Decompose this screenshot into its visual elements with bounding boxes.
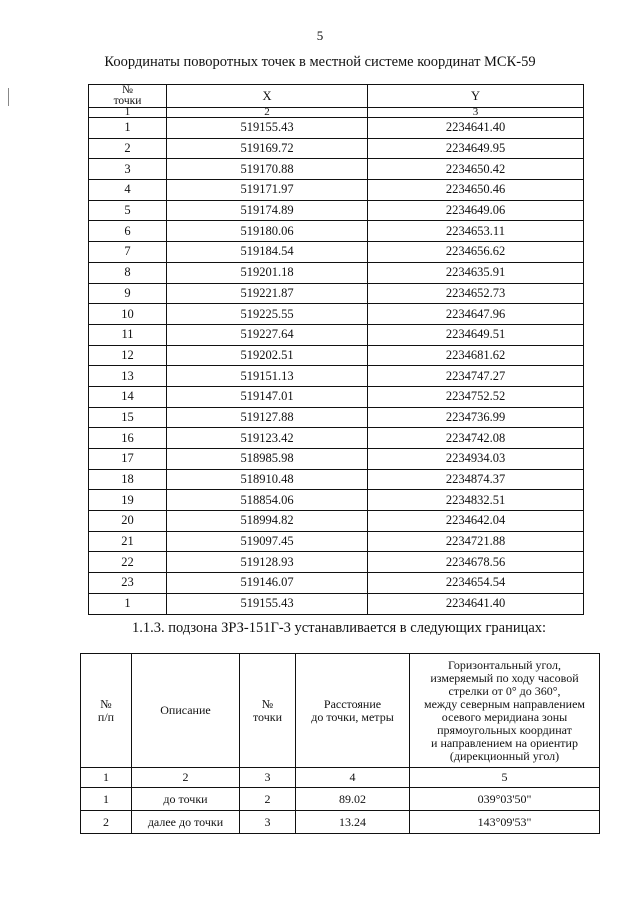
- point-number-cell: 13: [89, 366, 167, 387]
- x-coordinate-cell: 519202.51: [167, 345, 368, 366]
- x-coordinate-cell: 519127.88: [167, 407, 368, 428]
- x-coordinate-cell: 519170.88: [167, 159, 368, 180]
- x-coordinate-cell: 518994.82: [167, 511, 368, 532]
- point-number-cell: 8: [89, 262, 167, 283]
- y-coordinate-cell: 2234650.46: [368, 180, 584, 201]
- table-row: [89, 200, 584, 221]
- point-number-cell: 7: [89, 242, 167, 263]
- x-coordinate-cell: 518854.06: [167, 490, 368, 511]
- x-coordinate-cell: 519128.93: [167, 552, 368, 573]
- column-index-row: [89, 108, 584, 118]
- table-row: [89, 386, 584, 407]
- table-row: [89, 345, 584, 366]
- x-coordinate-cell: 519155.43: [167, 118, 368, 139]
- table-row: [81, 811, 600, 834]
- y-coordinate-cell: 2234747.27: [368, 366, 584, 387]
- table-row: [89, 407, 584, 428]
- coordinates-table: [88, 84, 584, 615]
- point-number-cell: 18: [89, 469, 167, 490]
- y-coordinate-cell: 2234650.42: [368, 159, 584, 180]
- column-index-cell: 3: [240, 768, 296, 788]
- point-number-cell: 20: [89, 511, 167, 532]
- point-number-cell: 12: [89, 345, 167, 366]
- y-coordinate-cell: 2234647.96: [368, 304, 584, 325]
- point-number-cell: 1: [89, 593, 167, 614]
- table-row: [89, 469, 584, 490]
- column-index-cell: 2: [132, 768, 240, 788]
- point-number-cell: 16: [89, 428, 167, 449]
- table-row: [89, 428, 584, 449]
- header-y: Y: [368, 85, 584, 108]
- table-row: [89, 283, 584, 304]
- x-coordinate-cell: 518910.48: [167, 469, 368, 490]
- column-index-cell: 1: [89, 108, 167, 118]
- y-coordinate-cell: 2234635.91: [368, 262, 584, 283]
- y-coordinate-cell: 2234736.99: [368, 407, 584, 428]
- y-coordinate-cell: 2234656.62: [368, 242, 584, 263]
- point-number-cell: 3: [240, 811, 296, 834]
- column-index-cell: 3: [368, 108, 584, 118]
- point-number-cell: 22: [89, 552, 167, 573]
- x-coordinate-cell: 519174.89: [167, 200, 368, 221]
- table-row: [89, 552, 584, 573]
- table-row: [89, 304, 584, 325]
- table-row: [89, 221, 584, 242]
- point-number-cell: 3: [89, 159, 167, 180]
- point-number-cell: 17: [89, 449, 167, 470]
- x-coordinate-cell: 519184.54: [167, 242, 368, 263]
- y-coordinate-cell: 2234641.40: [368, 118, 584, 139]
- y-coordinate-cell: 2234641.40: [368, 593, 584, 614]
- y-coordinate-cell: 2234681.62: [368, 345, 584, 366]
- route-table: [80, 653, 600, 834]
- column-index-cell: 2: [167, 108, 368, 118]
- point-number-cell: 11: [89, 324, 167, 345]
- column-index-cell: 4: [296, 768, 410, 788]
- header-seq-number: № п/п: [81, 654, 132, 768]
- y-coordinate-cell: 2234653.11: [368, 221, 584, 242]
- table-row: [89, 138, 584, 159]
- y-coordinate-cell: 2234678.56: [368, 552, 584, 573]
- y-coordinate-cell: 2234721.88: [368, 531, 584, 552]
- seq-number-cell: 1: [81, 788, 132, 811]
- point-number-cell: 15: [89, 407, 167, 428]
- table-row: [89, 531, 584, 552]
- x-coordinate-cell: 519169.72: [167, 138, 368, 159]
- table-row: [89, 511, 584, 532]
- point-number-cell: 4: [89, 180, 167, 201]
- header-point-number: № точки: [240, 654, 296, 768]
- point-number-cell: 2: [89, 138, 167, 159]
- header-distance: Расстояние до точки, метры: [296, 654, 410, 768]
- y-coordinate-cell: 2234874.37: [368, 469, 584, 490]
- table-row: [89, 242, 584, 263]
- header-angle: Горизонтальный угол, измеряемый по ходу часовой стрелки от 0° до 360°, между северным направлением осевого меридиана зоны прямоугольных координат и направлением на ориентир (дирекционный угол): [410, 654, 600, 768]
- table-row: [89, 118, 584, 139]
- y-coordinate-cell: 2234752.52: [368, 386, 584, 407]
- angle-cell: 143°09'53": [410, 811, 600, 834]
- page-title: Координаты поворотных точек в местной системе координат МСК-59: [104, 54, 536, 70]
- table-row: [89, 324, 584, 345]
- x-coordinate-cell: 519221.87: [167, 283, 368, 304]
- point-number-cell: 9: [89, 283, 167, 304]
- y-coordinate-cell: 2234642.04: [368, 511, 584, 532]
- x-coordinate-cell: 519225.55: [167, 304, 368, 325]
- table-row: [89, 593, 584, 614]
- route-header-row: [81, 654, 600, 768]
- point-number-cell: 5: [89, 200, 167, 221]
- y-coordinate-cell: 2234649.95: [368, 138, 584, 159]
- table-row: [89, 573, 584, 594]
- point-number-cell: 10: [89, 304, 167, 325]
- point-number-cell: 2: [240, 788, 296, 811]
- header-point-number: № точки: [89, 85, 167, 108]
- table-row: [89, 180, 584, 201]
- x-coordinate-cell: 519097.45: [167, 531, 368, 552]
- x-coordinate-cell: 519171.97: [167, 180, 368, 201]
- description-cell: до точки: [132, 788, 240, 811]
- coordinates-header-row: [89, 85, 584, 108]
- section-heading: 1.1.3. подзона ЗРЗ-151Г-3 устанавливается в следующих границах:: [132, 620, 547, 636]
- x-coordinate-cell: 519227.64: [167, 324, 368, 345]
- point-number-cell: 1: [89, 118, 167, 139]
- point-number-cell: 19: [89, 490, 167, 511]
- point-number-cell: 21: [89, 531, 167, 552]
- header-description: Описание: [132, 654, 240, 768]
- x-coordinate-cell: 519123.42: [167, 428, 368, 449]
- x-coordinate-cell: 519146.07: [167, 573, 368, 594]
- header-x: X: [167, 85, 368, 108]
- y-coordinate-cell: 2234934.03: [368, 449, 584, 470]
- x-coordinate-cell: 518985.98: [167, 449, 368, 470]
- margin-mark: [8, 88, 9, 106]
- distance-cell: 13.24: [296, 811, 410, 834]
- point-number-cell: 6: [89, 221, 167, 242]
- description-cell: далее до точки: [132, 811, 240, 834]
- point-number-cell: 23: [89, 573, 167, 594]
- column-index-cell: 1: [81, 768, 132, 788]
- column-index-cell: 5: [410, 768, 600, 788]
- y-coordinate-cell: 2234649.06: [368, 200, 584, 221]
- y-coordinate-cell: 2234654.54: [368, 573, 584, 594]
- table-row: [89, 159, 584, 180]
- table-row: [89, 449, 584, 470]
- table-row: [89, 366, 584, 387]
- table-row: [89, 262, 584, 283]
- y-coordinate-cell: 2234742.08: [368, 428, 584, 449]
- x-coordinate-cell: 519180.06: [167, 221, 368, 242]
- distance-cell: 89.02: [296, 788, 410, 811]
- x-coordinate-cell: 519155.43: [167, 593, 368, 614]
- table-row: [81, 788, 600, 811]
- x-coordinate-cell: 519201.18: [167, 262, 368, 283]
- column-index-row: [81, 768, 600, 788]
- angle-cell: 039°03'50": [410, 788, 600, 811]
- y-coordinate-cell: 2234832.51: [368, 490, 584, 511]
- seq-number-cell: 2: [81, 811, 132, 834]
- y-coordinate-cell: 2234649.51: [368, 324, 584, 345]
- x-coordinate-cell: 519151.13: [167, 366, 368, 387]
- point-number-cell: 14: [89, 386, 167, 407]
- x-coordinate-cell: 519147.01: [167, 386, 368, 407]
- page-number: 5: [316, 28, 324, 43]
- y-coordinate-cell: 2234652.73: [368, 283, 584, 304]
- table-row: [89, 490, 584, 511]
